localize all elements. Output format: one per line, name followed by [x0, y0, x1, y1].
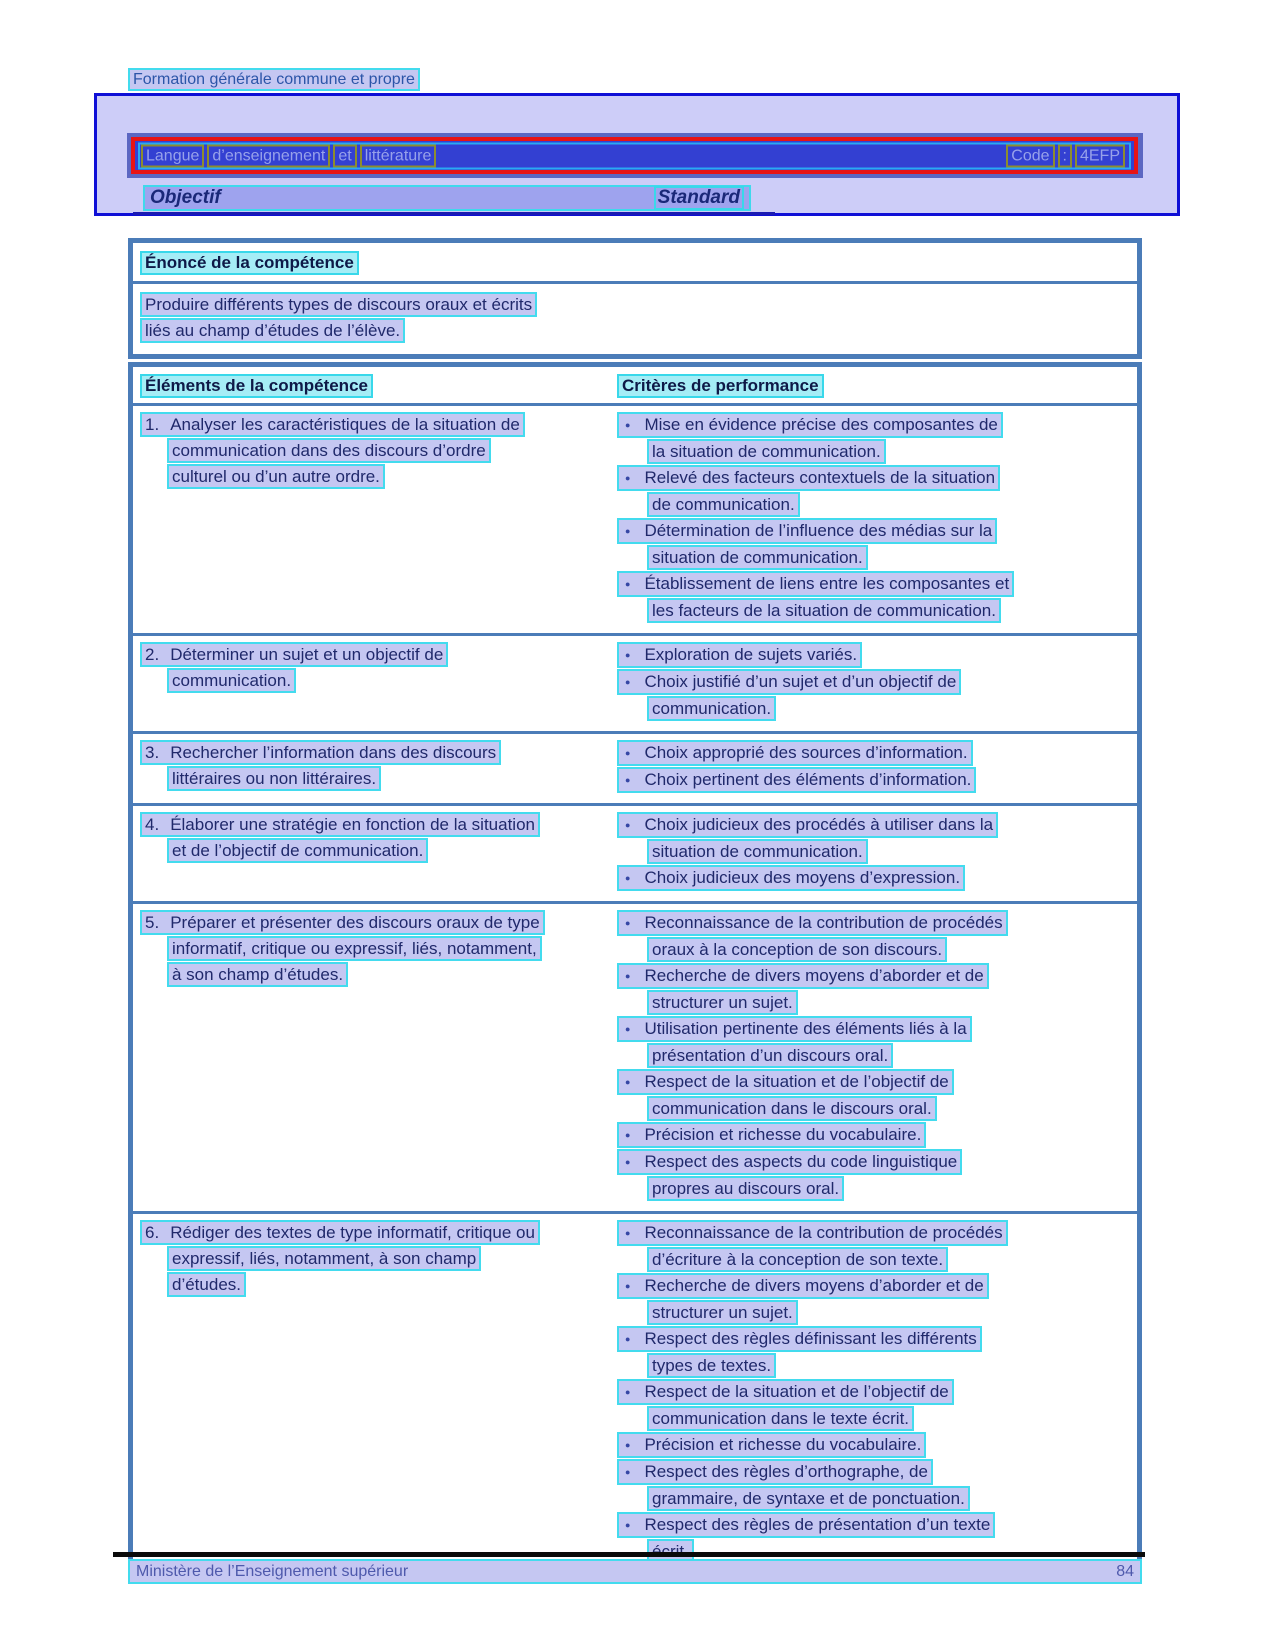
table-row — [133, 633, 1137, 731]
enonce-line — [140, 292, 1130, 317]
page-number: 84 — [1116, 1563, 1134, 1580]
criterion-line — [647, 990, 1137, 1015]
element-line — [167, 668, 617, 693]
element-line-text: communication. — [167, 668, 296, 693]
competence-table — [128, 362, 1142, 1579]
criterion-line — [617, 571, 1137, 597]
table-row — [133, 803, 1137, 901]
element-line — [140, 910, 617, 935]
criterion-line-text: situation de communication. — [647, 545, 868, 570]
criteria-cell — [617, 739, 1137, 794]
criterion-line-text: ● Respect des aspects du code linguistique — [617, 1149, 962, 1175]
col2-header-label: Critères de performance — [617, 374, 824, 398]
element-line-text: 5. Préparer et présenter des discours oraux de type — [140, 910, 545, 935]
criterion-line-text: ● Précision et richesse du vocabulaire. — [617, 1432, 926, 1458]
bullet-icon: ● — [625, 1157, 631, 1167]
element-number: 6. — [145, 1223, 160, 1242]
criterion-line — [617, 642, 1137, 668]
element-number: 4. — [145, 815, 160, 834]
bullet-icon: ● — [625, 1281, 631, 1291]
criterion-line-text: ● Recherche de divers moyens d’aborder et de — [617, 963, 989, 989]
criterion-line-text: grammaire, de syntaxe et de ponctuation. — [647, 1486, 970, 1511]
bullet-icon: ● — [625, 1228, 631, 1238]
title-banner-band — [127, 133, 1143, 178]
table-header-row — [133, 367, 1137, 406]
criterion-line — [647, 1096, 1137, 1121]
element-line — [140, 1220, 617, 1245]
title-banner — [131, 137, 1138, 174]
criterion-line-text: ● Reconnaissance de la contribution de procédés — [617, 1220, 1008, 1246]
element-line — [167, 962, 617, 987]
banner-text-row — [138, 142, 1131, 169]
criterion-line-text: ● Choix judicieux des moyens d’expression. — [617, 865, 965, 891]
element-number: 1. — [145, 415, 160, 434]
criterion-line — [617, 1379, 1137, 1405]
criterion-line — [647, 1300, 1137, 1325]
criterion-line — [647, 1353, 1137, 1378]
banner-word: et — [333, 144, 356, 167]
criterion-line — [617, 865, 1137, 891]
criterion-line-text: ● Choix approprié des sources d’information. — [617, 740, 973, 766]
bullet-icon: ● — [625, 918, 631, 928]
criterion-line-text: ● Exploration de sujets variés. — [617, 642, 862, 668]
element-number: 2. — [145, 645, 160, 664]
bullet-icon: ● — [625, 971, 631, 981]
bullet-icon: ● — [625, 420, 631, 430]
banner-title-words — [141, 144, 439, 167]
bullet-icon: ● — [625, 650, 631, 660]
element-cell — [133, 811, 617, 892]
banner-word: littérature — [360, 144, 437, 167]
criterion-line — [647, 1176, 1137, 1201]
element-line-text: littéraires ou non littéraires. — [167, 766, 381, 791]
criterion-line-text: ● Recherche de divers moyens d’aborder et de — [617, 1273, 989, 1299]
criterion-line-text: communication dans le discours oral. — [647, 1096, 937, 1121]
criteria-cell — [617, 1219, 1137, 1565]
criterion-line — [617, 1220, 1137, 1246]
criterion-line-text: ● Détermination de l’influence des médias sur la — [617, 518, 997, 544]
criterion-line-text: ● Précision et richesse du vocabulaire. — [617, 1122, 926, 1148]
table-header-criteres — [617, 374, 1137, 398]
criterion-line — [617, 518, 1137, 544]
element-line — [167, 766, 617, 791]
competence-table-body — [133, 406, 1137, 1574]
col1-header-label: Éléments de la compétence — [140, 374, 373, 398]
criterion-line-text: ● Relevé des facteurs contextuels de la situation — [617, 465, 1000, 491]
title-section — [94, 93, 1180, 216]
page-footer — [128, 1559, 1142, 1584]
criterion-line-text: communication dans le texte écrit. — [647, 1406, 914, 1431]
element-line — [140, 412, 617, 437]
criteria-cell — [617, 811, 1137, 892]
criterion-line-text: structurer un sujet. — [647, 990, 798, 1015]
element-line — [140, 812, 617, 837]
banner-word: Langue — [141, 144, 204, 167]
element-line — [167, 1272, 617, 1297]
element-line-text: à son champ d’études. — [167, 962, 348, 987]
criterion-line — [647, 545, 1137, 570]
bullet-icon: ● — [625, 1467, 631, 1477]
criterion-line-text: d’écriture à la conception de son texte. — [647, 1247, 948, 1272]
criterion-line — [617, 910, 1137, 936]
standard-label: Standard — [654, 186, 744, 210]
table-header-elements — [133, 374, 617, 398]
bullet-icon: ● — [625, 1077, 631, 1087]
bullet-icon: ● — [625, 775, 631, 785]
criterion-line — [617, 1512, 1137, 1538]
criterion-line-text: les facteurs de la situation de communication. — [647, 598, 1001, 623]
criterion-line-text: ● Utilisation pertinente des éléments liés à la — [617, 1016, 972, 1042]
criterion-line — [617, 1326, 1137, 1352]
criterion-line-text: présentation d’un discours oral. — [647, 1043, 893, 1068]
objectif-standard-row — [143, 185, 751, 211]
criterion-line — [647, 1247, 1137, 1272]
banner-code — [1006, 144, 1128, 167]
page-header-text: Formation générale commune et propre — [128, 68, 420, 91]
bullet-icon: ● — [625, 1130, 631, 1140]
table-row — [133, 406, 1137, 633]
page-header — [128, 68, 420, 91]
criterion-line — [617, 1122, 1137, 1148]
element-line — [167, 936, 617, 961]
enonce-line-text: liés au champ d’études de l’élève. — [140, 318, 405, 343]
element-line — [140, 642, 617, 667]
criterion-line-text: ● Respect de la situation et de l’objectif de — [617, 1069, 954, 1095]
element-line-text: 1. Analyser les caractéristiques de la situation de — [140, 412, 525, 437]
bullet-icon: ● — [625, 579, 631, 589]
criterion-line — [647, 1043, 1137, 1068]
table-row — [133, 1211, 1137, 1574]
banner-code-word: 4EFP — [1075, 144, 1125, 167]
bullet-icon: ● — [625, 1334, 631, 1344]
criterion-line-text: communication. — [647, 696, 776, 721]
criterion-line-text: ● Choix justifié d’un sujet et d’un objectif de — [617, 669, 961, 695]
element-line-text: et de l’objectif de communication. — [167, 838, 428, 863]
criterion-line — [617, 1432, 1137, 1458]
enonce-line — [140, 318, 1130, 343]
bullet-icon: ● — [625, 1440, 631, 1450]
criterion-line — [617, 1459, 1137, 1485]
criterion-line — [617, 1273, 1137, 1299]
criterion-line — [647, 937, 1137, 962]
bullet-icon: ● — [625, 677, 631, 687]
element-line — [167, 438, 617, 463]
criterion-line-text: ● Mise en évidence précise des composantes de — [617, 412, 1003, 438]
criterion-line-text: ● Établissement de liens entre les composantes et — [617, 571, 1014, 597]
criteria-cell — [617, 411, 1137, 624]
element-number: 5. — [145, 913, 160, 932]
enonce-body — [133, 284, 1137, 354]
bullet-icon: ● — [625, 873, 631, 883]
criterion-line — [647, 439, 1137, 464]
criterion-line — [617, 767, 1137, 793]
criterion-line — [617, 963, 1137, 989]
criterion-line — [617, 465, 1137, 491]
criterion-line-text: ● Respect des règles de présentation d’un texte — [617, 1512, 995, 1538]
banner-code-word: : — [1058, 144, 1072, 167]
criterion-line-text: structurer un sujet. — [647, 1300, 798, 1325]
criterion-line — [617, 669, 1137, 695]
criterion-line — [617, 412, 1137, 438]
criterion-line — [647, 696, 1137, 721]
element-line-text: culturel ou d’un autre ordre. — [167, 464, 385, 489]
criterion-line-text: de communication. — [647, 492, 800, 517]
enonce-line-text: Produire différents types de discours oraux et écrits — [140, 292, 537, 317]
element-line-text: 6. Rédiger des textes de type informatif, critique ou — [140, 1220, 540, 1245]
element-line — [167, 464, 617, 489]
banner-word: d’enseignement — [207, 144, 330, 167]
element-cell — [133, 641, 617, 722]
criterion-line — [617, 1069, 1137, 1095]
element-line-text: 3. Rechercher l’information dans des discours — [140, 740, 501, 765]
element-line-text: d’études. — [167, 1272, 246, 1297]
criterion-line — [647, 839, 1137, 864]
criterion-line — [617, 1016, 1137, 1042]
element-cell — [133, 411, 617, 624]
bullet-icon: ● — [625, 1024, 631, 1034]
criterion-line-text: la situation de communication. — [647, 439, 886, 464]
table-row — [133, 901, 1137, 1211]
objectif-label: Objectif — [150, 187, 221, 208]
criterion-line — [617, 740, 1137, 766]
enonce-title-row — [133, 243, 1137, 284]
criterion-line — [647, 1406, 1137, 1431]
element-line-text: communication dans des discours d’ordre — [167, 438, 491, 463]
objectif-underline — [133, 212, 775, 215]
element-line-text: 4. Élaborer une stratégie en fonction de la situation — [140, 812, 540, 837]
bullet-icon: ● — [625, 1387, 631, 1397]
table-row — [133, 731, 1137, 803]
criterion-line-text: ● Respect des règles définissant les différents — [617, 1326, 982, 1352]
criterion-line-text: ● Choix pertinent des éléments d’information. — [617, 767, 976, 793]
bullet-icon: ● — [625, 473, 631, 483]
bullet-icon: ● — [625, 748, 631, 758]
criterion-line-text: types de textes. — [647, 1353, 776, 1378]
enonce-title: Énoncé de la compétence — [140, 251, 359, 275]
bullet-icon: ● — [625, 1520, 631, 1530]
bullet-icon: ● — [625, 526, 631, 536]
element-line-text: 2. Déterminer un sujet et un objectif de — [140, 642, 448, 667]
element-cell — [133, 1219, 617, 1565]
criterion-line — [647, 1486, 1137, 1511]
criteria-cell — [617, 909, 1137, 1202]
criterion-line-text: ● Respect des règles d’orthographe, de — [617, 1459, 933, 1485]
criterion-line — [617, 812, 1137, 838]
criterion-line-text: ● Respect de la situation et de l’objectif de — [617, 1379, 954, 1405]
footer-rule — [113, 1552, 1145, 1557]
element-line — [140, 740, 617, 765]
criterion-line-text: ● Choix judicieux des procédés à utiliser dans la — [617, 812, 998, 838]
element-line — [167, 1246, 617, 1271]
criterion-line — [647, 492, 1137, 517]
criterion-line — [617, 1149, 1137, 1175]
element-cell — [133, 909, 617, 1202]
element-cell — [133, 739, 617, 794]
banner-code-word: Code — [1006, 144, 1054, 167]
criterion-line-text: ● Reconnaissance de la contribution de procédés — [617, 910, 1008, 936]
bullet-icon: ● — [625, 820, 631, 830]
criteria-cell — [617, 641, 1137, 722]
criterion-line — [647, 598, 1137, 623]
element-line-text: informatif, critique ou expressif, liés, notamment, — [167, 936, 542, 961]
element-line-text: expressif, liés, notamment, à son champ — [167, 1246, 481, 1271]
criterion-line-text: propres au discours oral. — [647, 1176, 844, 1201]
element-line — [167, 838, 617, 863]
criterion-line-text: situation de communication. — [647, 839, 868, 864]
criterion-line-text: oraux à la conception de son discours. — [647, 937, 947, 962]
element-number: 3. — [145, 743, 160, 762]
footer-text: Ministère de l’Enseignement supérieur — [136, 1563, 409, 1580]
enonce-competence-box — [128, 238, 1142, 359]
